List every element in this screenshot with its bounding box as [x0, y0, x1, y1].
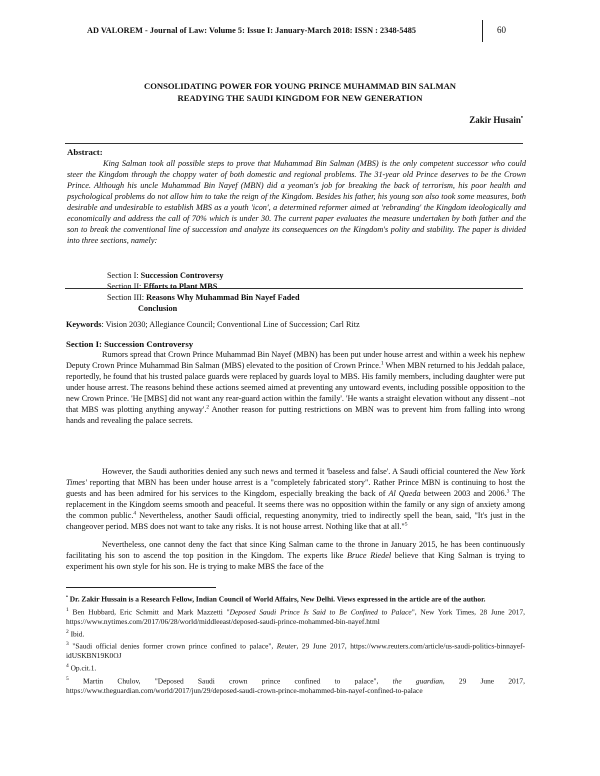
section-list-item: Section II: Efforts to Plant MBS [107, 282, 218, 291]
page-number: 60 [497, 25, 506, 35]
body-paragraph-3: Nevertheless, one cannot deny the fact that since King Salman came to the throne in January 2015, he has been continuously facilitating his son to ascend the top position in the Kingdom. The experts like Bruce Riedel believe that King Salman is trying to experiment his own style for his son. He is trying to make MBS the face of the [66, 540, 525, 571]
section-heading: Section I: Succession Controversy [66, 339, 194, 349]
footnote-2: $^2$ Ibid. [66, 628, 85, 639]
author-name [469, 115, 523, 125]
running-head: AD VALOREM - Journal of Law: Volume 5: Issue I: January-March 2018: ISSN : 2348-5485 [87, 26, 416, 35]
footnote-divider [66, 587, 216, 588]
footnote-1: $^1$ Ben Hubbard, Eric Schmitt and Mark Mazzetti "Deposed Saudi Prince Is Said to Be Confined to Palace", New York Times, 28 June 2017, https://www.nytimes.com/2017/06/28/world/middleeast/deposed-saudi-prince-mohammed-bin-nayef.html [66, 606, 525, 626]
body-paragraph-2: However, the Saudi authorities denied any such news and termed it 'baseless and false'. A Saudi official countered the New York Times' reporting that MBN has been under house arrest is a "completely fabricated story". Rather Prince MBN is continuing to host the guests and has been admired for his services to the Kingdom, especially breaking the back of Al Qaeda between 2003 and 2006.$^3$ The replacement in the Kingdom seems smooth and peaceful. It seems there was no opposition within the family or any sign of anxiety among the common public.$^4$ Nevertheless, another Saudi official, requesting anonymity, tried to indirectly spell the bean, said, "It's just in the changeover period. MBS does not want to take any risks. It is not house arrest. Nothing like that at all."$^5$ [66, 467, 525, 531]
keywords-line: Keywords: Vision 2030; Allegiance Council; Conventional Line of Succession; Carl Ritz [66, 320, 360, 329]
article-title [0, 80, 600, 104]
title-line-1: CONSOLIDATING POWER FOR YOUNG PRINCE MUHAMMAD BIN SALMAN [143, 81, 456, 91]
footnotes [66, 593, 525, 697]
footnote-4: $^4$ Op.cit.1. [66, 663, 97, 673]
section-list-item: Section I: Succession Controversy [107, 271, 224, 280]
section-list [107, 270, 300, 314]
footnote-3: $^3$ "Saudi official denies former crown prince confined to palace", Reuter, 29 June 2017, https://www.reuters.com/article/us-saudi-politics-binnayef-idUSKBN19K0OJ [66, 641, 525, 661]
footnote-author: • Dr. Zakir Hussain is a Research Fellow, Indian Council of World Affairs, New Delhi. Views expressed in the article are of the author. [66, 594, 486, 604]
footnote-ref-3[interactable]: 3 [506, 488, 510, 495]
footnote-ref-4[interactable]: 4 [133, 510, 137, 517]
abstract-heading: Abstract: [67, 147, 103, 157]
section-list-item: Section III: Reasons Why Muhammad Bin Nayef Faded [107, 293, 300, 302]
author-footnote-mark[interactable]: • [520, 115, 523, 121]
author-text: Zakir Husain [469, 115, 521, 125]
footnote-ref-1[interactable]: 1 [380, 360, 384, 367]
conclusion-item: Conclusion [138, 304, 178, 313]
footnote-5: $^5$ Martin Chulov, "Deposed Saudi crown prince confined to palace", the guardian, 29 June 2017, https://www.theguardian.com/world/2017/jun/29/deposed-saudi-crown-prince-mohammed-bin-nayef-confined-to-palace [66, 676, 525, 696]
body-paragraph-1: Rumors spread that Crown Prince Muhammad Bin Nayef (MBN) has been put under house arrest and within a week his nephew Deputy Crown Prince Muhammad Bin Salman (MBS) elevated to the position of Crown Prince.$^1$ When MBN returned to his Jeddah palace, reportedly, he found that his trusted palace guards were replaced by guards loyal to MBS. His family members, including daughter were put under house arrest. The reasons behind these actions seemed aimed at preventing any untoward events, including possible opposition to the new Crown Prince. 'He [MBS] did not want any rear-guard action within the family'. 'He wants a straight elevation without any dissent –not that MBS was plotting anything anyway'.$^2$ Another reason for putting restrictions on MBN was to prevent him from falling into wrong hands and revealing the palace secrets. [66, 350, 526, 425]
footnote-ref-5[interactable]: 5 [404, 521, 408, 528]
footnote-ref-2[interactable]: 2 [206, 404, 210, 411]
header-divider [482, 20, 483, 42]
title-line-2: READYING THE SAUDI KINGDOM FOR NEW GENERATION [177, 93, 423, 103]
abstract-text: King Salman took all possible steps to prove that Muhammad Bin Salman (MBS) is the only competent successor who could steer the Kingdom through the choppy water of both domestic and regional problems. The 31-year old Prince deserves to be the Crown Prince. Although his uncle Muhammad Bin Nayef (MBN) did a yeoman's job for breaking the back of terrorism, his poor health and psychological problems do not allow him to take the reign of the Kingdom. Besides his father, his young son also took some measures, both desirable and undesirable to establish MBS as a youth 'icon', a determined reformer aimed at 'rebranding' the Kingdom ideologically and economically and address the call of 70% which is under 30. The current paper evaluates the measure undertaken by both father and the son to break the conventional line of succession and analyze its consequences on the Kingdom's polity and stability. The paper is divided into three sections, namely: [67, 159, 526, 245]
